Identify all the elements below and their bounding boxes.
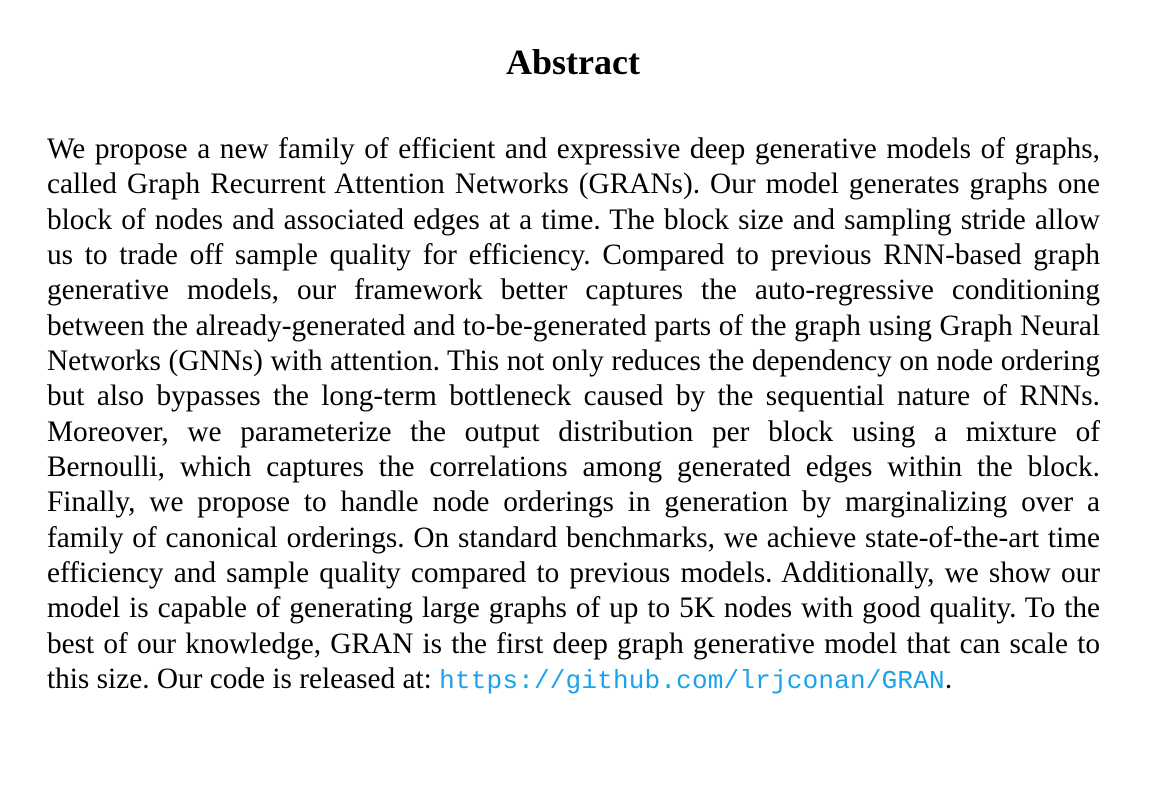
abstract-end-period: . bbox=[944, 663, 953, 696]
abstract-paragraph bbox=[47, 132, 1100, 700]
abstract-heading: Abstract bbox=[506, 42, 640, 82]
code-link[interactable]: https://github.com/lrjconan/GRAN bbox=[439, 666, 945, 697]
abstract-body-text: We propose a new family of efficient and expressive deep generative models of graphs, called Graph Recurrent Attention Networks (GRANs). Our model generates graphs one block of nodes and associated edges at a time. The block size and sampling stride allow us to trade off sample quality for efficiency. Compared to previous RNN-based graph generative models, our framework better captures the auto-regressive conditioning between the already-generated and to-be-generated parts of the graph using Graph Neural Networks (GNNs) with attention. This not only reduces the dependency on node ordering but also bypasses the long-term bottleneck caused by the sequential nature of RNNs. Moreover, we parameterize the output distribution per block using a mixture of Bernoulli, which captures the correlations among generated edges within the block. Finally, we propose to handle node orderings in generation by marginalizing over a family of canonical orderings. On standard benchmarks, we achieve state-of-the-art time efficiency and sample quality compared to previous models. Additionally, we show our model is capable of generating large graphs of up to 5K nodes with good quality. To the best of our knowledge, GRAN is the first deep graph generative model that can scale to this size. Our code is released at: bbox=[47, 133, 1100, 696]
